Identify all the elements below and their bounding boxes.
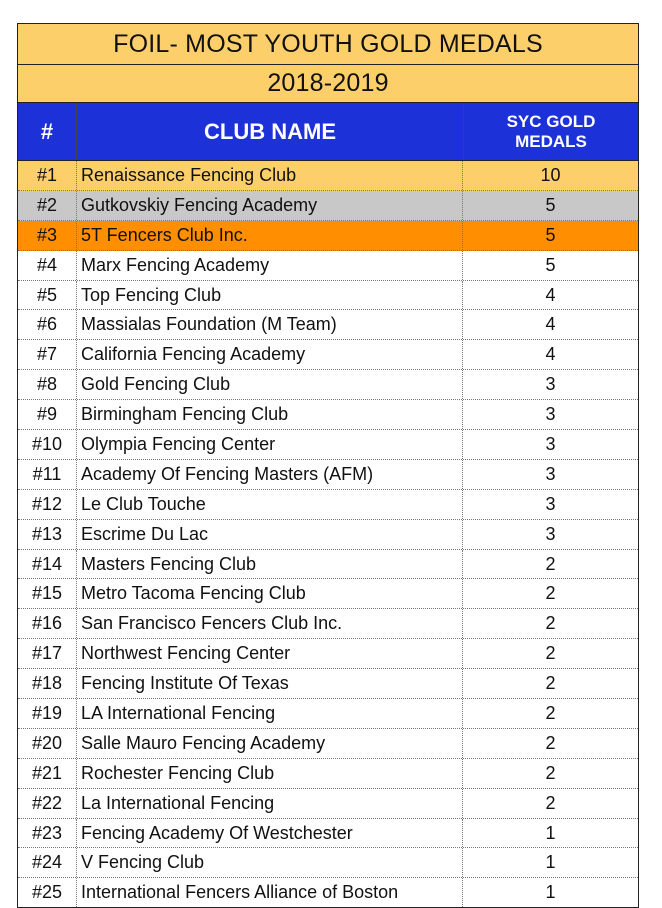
club-name-cell: Top Fencing Club (76, 281, 462, 310)
table-row (18, 609, 638, 639)
medal-count-cell: 3 (462, 430, 638, 459)
medals-header-line2: MEDALS (515, 131, 587, 151)
table-row (18, 490, 638, 520)
rank-cell: #20 (31, 732, 63, 753)
table-row (18, 639, 638, 669)
club-name-cell: Marx Fencing Academy (76, 251, 462, 280)
table-title: FOIL- MOST YOUTH GOLD MEDALS (17, 23, 639, 64)
medal-count-cell: 2 (462, 729, 638, 758)
rank-cell: #5 (36, 284, 58, 305)
club-name-cell: LA International Fencing (76, 699, 462, 728)
table-row (18, 161, 638, 191)
club-name-cell: Massialas Foundation (M Team) (76, 310, 462, 339)
club-name-cell: California Fencing Academy (76, 340, 462, 369)
rank-cell: #13 (31, 523, 63, 544)
club-name-cell: V Fencing Club (76, 848, 462, 877)
rank-cell: #3 (36, 224, 58, 245)
table-row (18, 340, 638, 370)
club-name-cell: La International Fencing (76, 789, 462, 818)
medal-count-cell: 2 (462, 759, 638, 788)
club-name-cell: Salle Mauro Fencing Academy (76, 729, 462, 758)
medal-count-cell: 4 (462, 340, 638, 369)
medal-count-cell: 4 (462, 281, 638, 310)
rank-cell: #21 (31, 762, 63, 783)
rank-cell: #17 (31, 643, 63, 664)
club-name-cell: Gold Fencing Club (76, 370, 462, 399)
rank-cell: #14 (31, 553, 63, 574)
rank-cell: #4 (36, 254, 58, 275)
rank-cell: #19 (31, 702, 63, 723)
medal-count-cell: 2 (462, 579, 638, 608)
medal-count-cell: 10 (462, 161, 638, 190)
header-row (17, 102, 639, 161)
club-name-cell: Olympia Fencing Center (76, 430, 462, 459)
medal-count-cell: 2 (462, 639, 638, 668)
medal-count-cell: 2 (462, 669, 638, 698)
table-row (18, 310, 638, 340)
table-row (18, 729, 638, 759)
medal-count-cell: 1 (462, 878, 638, 907)
table-row (18, 430, 638, 460)
table-body (17, 161, 639, 908)
club-name-cell: Escrime Du Lac (76, 520, 462, 549)
club-name-cell: Northwest Fencing Center (76, 639, 462, 668)
club-name-cell: Fencing Academy Of Westchester (76, 819, 462, 848)
rank-cell: #9 (36, 404, 58, 425)
rank-cell: #25 (31, 882, 63, 903)
medal-count-cell: 3 (462, 520, 638, 549)
rank-cell: #10 (31, 433, 63, 454)
club-name-cell: Fencing Institute Of Texas (76, 669, 462, 698)
rank-column-header: # (40, 118, 54, 144)
medal-count-cell: 3 (462, 370, 638, 399)
club-name-cell: Le Club Touche (76, 490, 462, 519)
medal-count-cell: 3 (462, 400, 638, 429)
table-row (18, 878, 638, 907)
rank-cell: #16 (31, 613, 63, 634)
medal-table (17, 23, 639, 908)
table-row (18, 251, 638, 281)
club-name-cell: Rochester Fencing Club (76, 759, 462, 788)
table-row (18, 579, 638, 609)
rank-cell: #7 (36, 344, 58, 365)
table-row (18, 699, 638, 729)
rank-cell: #18 (31, 673, 63, 694)
table-row (18, 281, 638, 311)
club-name-cell: 5T Fencers Club Inc. (76, 221, 462, 250)
rank-cell: #6 (36, 314, 58, 335)
medal-count-cell: 2 (462, 609, 638, 638)
season-label: 2018-2019 (17, 64, 639, 102)
club-name-cell: San Francisco Fencers Club Inc. (76, 609, 462, 638)
rank-cell: #24 (31, 852, 63, 873)
club-column-header: CLUB NAME (76, 103, 463, 160)
rank-cell: #11 (32, 463, 62, 484)
club-name-cell: International Fencers Alliance of Boston (76, 878, 462, 907)
medal-count-cell: 4 (462, 310, 638, 339)
club-name-cell: Birmingham Fencing Club (76, 400, 462, 429)
medal-count-cell: 1 (462, 819, 638, 848)
table-row (18, 460, 638, 490)
medal-count-cell: 2 (462, 699, 638, 728)
medal-count-cell: 3 (462, 490, 638, 519)
table-row (18, 819, 638, 849)
table-row (18, 669, 638, 699)
rank-cell: #15 (31, 583, 63, 604)
table-row (18, 191, 638, 221)
medals-header-line1: SYC GOLD (506, 111, 596, 131)
club-name-cell: Gutkovskiy Fencing Academy (76, 191, 462, 220)
club-name-cell: Renaissance Fencing Club (76, 161, 462, 190)
table-row (18, 370, 638, 400)
table-row (18, 520, 638, 550)
rank-cell: #8 (36, 374, 58, 395)
rank-cell: #1 (36, 164, 58, 185)
club-name-cell: Academy Of Fencing Masters (AFM) (76, 460, 462, 489)
club-name-cell: Metro Tacoma Fencing Club (76, 579, 462, 608)
rank-cell: #23 (31, 822, 63, 843)
rank-cell: #12 (31, 493, 63, 514)
medal-count-cell: 5 (462, 191, 638, 220)
medal-count-cell: 5 (462, 251, 638, 280)
medal-count-cell: 2 (462, 550, 638, 579)
medal-count-cell: 5 (462, 221, 638, 250)
table-row (18, 789, 638, 819)
rank-cell: #2 (36, 194, 58, 215)
table-row (18, 550, 638, 580)
rank-cell: #22 (31, 792, 63, 813)
club-name-cell: Masters Fencing Club (76, 550, 462, 579)
table-row (18, 400, 638, 430)
table-row (18, 848, 638, 878)
medal-count-cell: 2 (462, 789, 638, 818)
medal-count-cell: 3 (462, 460, 638, 489)
table-row (18, 759, 638, 789)
medal-count-cell: 1 (462, 848, 638, 877)
table-row (18, 221, 638, 251)
medals-column-header (463, 103, 638, 160)
